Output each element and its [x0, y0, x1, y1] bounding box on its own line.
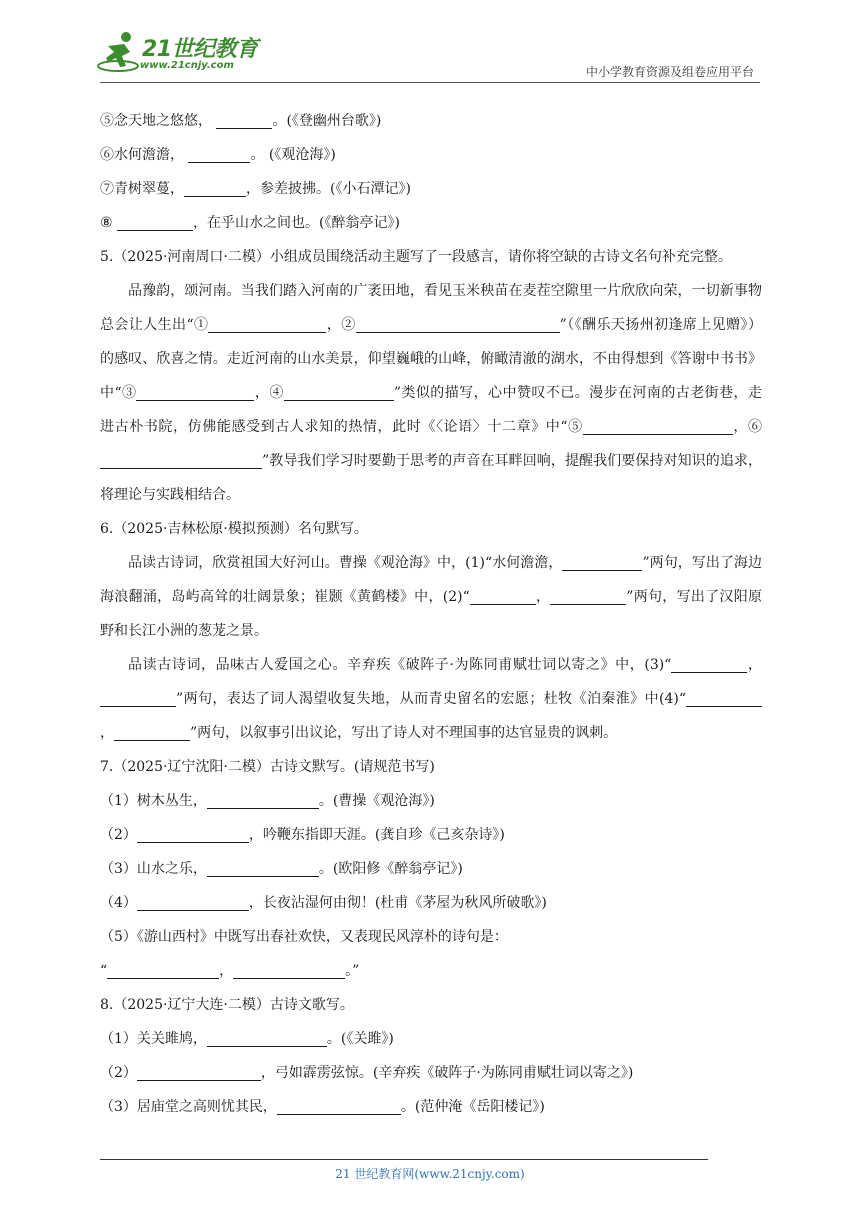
answer-blank-b[interactable]	[233, 960, 345, 979]
item-8	[100, 206, 762, 240]
item-text: ⑦青树翠蔓，	[100, 181, 184, 197]
q7-item-2	[100, 818, 762, 852]
page-header	[0, 0, 860, 90]
question-5-title: 5.（2025·河南周口·二模）小组成员围绕活动主题写了一段感言，请你将空缺的古诗文名句补充完整。	[100, 249, 732, 265]
q7-item-1	[100, 784, 762, 818]
item-5	[100, 104, 762, 138]
item-source: 。(曹操《观沧海》)	[318, 793, 435, 809]
logo-text: 21世纪教育	[142, 37, 258, 62]
question-6-part-a	[100, 546, 762, 648]
question-6-part-b	[100, 648, 762, 750]
q8-item-3	[100, 1090, 762, 1124]
item-source: 。(《登幽州台歌》)	[272, 113, 382, 129]
passage-text: ”两句，以叙事引出议论，写出了诗人对不理国事的达官显贵的讽刺。	[190, 725, 618, 741]
document-body	[100, 104, 762, 1124]
footer-divider	[100, 1159, 708, 1160]
passage-text: ”教导我们学习时要勤于思考的声音在耳畔回响，提醒我们要保持对知识的追求，将理论与实践相结合。	[100, 453, 762, 503]
answer-blank-4b[interactable]	[114, 722, 190, 741]
item-source: 。 (《观沧海》)	[250, 147, 336, 163]
passage-text: ”类似的描写，心中赞叹不已。漫步在河南的古老街巷，走进古朴书院，仿佛能感受到古人求知的热情，此时《〈论语〉十二章》中“⑤	[100, 385, 762, 435]
passage-text: 品读古诗词，品味古人爱国之心。辛弃疾《破阵子·为陈同甫赋壮词以寄之》中，(3)“	[128, 657, 672, 673]
answer-blank-6[interactable]	[100, 450, 262, 469]
answer-blank[interactable]	[216, 110, 272, 129]
answer-blank[interactable]	[117, 212, 193, 231]
answer-blank-1[interactable]	[562, 552, 642, 571]
item-source: ，参差披拂。(《小石潭记》)	[246, 181, 411, 197]
logo-url: www.21cnjy.com	[140, 60, 234, 71]
item-text: ⑥水何澹澹，	[100, 147, 184, 163]
item-text: （3）山水之乐，	[100, 861, 207, 877]
item-6	[100, 138, 762, 172]
answer-blank[interactable]	[207, 1028, 327, 1047]
footer-link[interactable]: 21 世纪教育网(www.21cnjy.com)	[335, 1167, 525, 1181]
answer-blank[interactable]	[207, 790, 319, 809]
item-source: 。(欧阳修《醉翁亭记》)	[318, 861, 463, 877]
item-source: ，在乎山水之间也。(《醉翁亭记》)	[193, 215, 400, 231]
item-source: ，长夜沾湿何由彻！(杜甫《茅屋为秋风所破歌》)	[248, 895, 547, 911]
item-text: ⑧	[100, 215, 113, 231]
passage-text: ”两句，写出了汉阳原野和长江小洲的葱茏之景。	[100, 589, 762, 639]
item-source: 。(范仲淹《岳阳楼记》)	[400, 1099, 545, 1115]
answer-blank-2b[interactable]	[550, 586, 626, 605]
passage-text: ”两句，表达了词人渴望收复失地，从而青史留名的宏愿；杜牧《泊秦淮》中(4)“	[176, 691, 686, 707]
item-7	[100, 172, 762, 206]
answer-blank[interactable]	[188, 144, 250, 163]
quote-mark: “	[100, 963, 108, 979]
question-5-passage	[100, 274, 762, 512]
answer-blank[interactable]	[277, 1096, 401, 1115]
item-source: 。(《关雎》)	[326, 1031, 394, 1047]
item-text: （1）树木丛生，	[100, 793, 207, 809]
site-logo[interactable]	[96, 30, 266, 80]
answer-blank[interactable]	[137, 824, 249, 843]
item-text: ⑤念天地之悠悠，	[100, 113, 212, 129]
q8-item-2	[100, 1056, 762, 1090]
passage-text: ，	[100, 725, 114, 741]
answer-blank-3b[interactable]	[100, 688, 176, 707]
item-source: ，吟鞭东指即天涯。(龚自珍《己亥杂诗》)	[248, 827, 505, 843]
answer-blank[interactable]	[184, 178, 246, 197]
question-6-title: 6.（2025·吉林松原·模拟预测）名句默写。	[100, 521, 368, 537]
passage-text: ”两句，写出了海边海浪翻涌，岛屿高耸的壮阔景象；崔颢《黄鹤楼》中，(2)“	[100, 555, 762, 605]
answer-blank-3a[interactable]	[671, 654, 747, 673]
q8-item-1	[100, 1022, 762, 1056]
quote-mark: 。”	[345, 963, 360, 979]
answer-blank[interactable]	[207, 858, 319, 877]
passage-text: ，	[747, 657, 763, 673]
passage-text: ，	[535, 589, 551, 605]
q7-item-5-answer	[100, 954, 762, 988]
comma: ，	[219, 963, 234, 979]
question-7-title: 7.（2025·辽宁沈阳·二模）古诗文默写。(请规范书写)	[100, 759, 435, 775]
passage-text: ”（《酬乐天扬州初逢席上见赠》）的感叹、欣喜之情。走近河南的山水美景，仰望巍峨的山峰，俯瞰清澈的湖水，不由得想到《答谢中书书》中“③	[100, 317, 762, 401]
answer-blank-1[interactable]	[208, 314, 326, 333]
runner-icon	[96, 30, 144, 76]
question-8-title: 8.（2025·辽宁大连·二模）古诗文歌写。	[100, 997, 354, 1013]
item-text: （2）	[100, 1065, 137, 1081]
item-text: （4）	[100, 895, 137, 911]
answer-blank[interactable]	[137, 1062, 261, 1081]
passage-text: ，②	[326, 317, 356, 333]
answer-blank-a[interactable]	[107, 960, 219, 979]
item-text: （2）	[100, 827, 137, 843]
passage-text: ，⑥	[732, 419, 763, 435]
answer-blank-4[interactable]	[284, 382, 394, 401]
answer-blank[interactable]	[137, 892, 249, 911]
answer-blank-2a[interactable]	[470, 586, 536, 605]
answer-blank-4a[interactable]	[686, 688, 762, 707]
item-text: （1）关关雎鸠，	[100, 1031, 207, 1047]
passage-text: ，④	[254, 385, 284, 401]
q7-item-5: （5）《游山西村》中既写出春社欢快，又表现民风淳朴的诗句是：	[100, 929, 508, 945]
item-text: （3）居庙堂之高则忧其民，	[100, 1099, 277, 1115]
header-divider	[100, 82, 760, 83]
passage-text: 品豫韵，颂河南。当我们踏入河南的广袤田地，看见玉米秧苗在麦茬空隙里一片欣欣向荣，一切新事物总会让人生出“①	[100, 283, 762, 333]
q7-item-3	[100, 852, 762, 886]
passage-text: 品读古诗词，欣赏祖国大好河山。曹操《观沧海》中，(1)“水何澹澹，	[128, 555, 563, 571]
answer-blank-5[interactable]	[583, 416, 733, 435]
answer-blank-3[interactable]	[136, 382, 254, 401]
q7-item-4	[100, 886, 762, 920]
item-source: ，弓如霹雳弦惊。(辛弃疾《破阵子·为陈同甫赋壮词以寄之》)	[260, 1065, 634, 1081]
platform-tagline: 中小学教育资源及组卷应用平台	[585, 65, 754, 79]
answer-blank-2[interactable]	[356, 314, 560, 333]
